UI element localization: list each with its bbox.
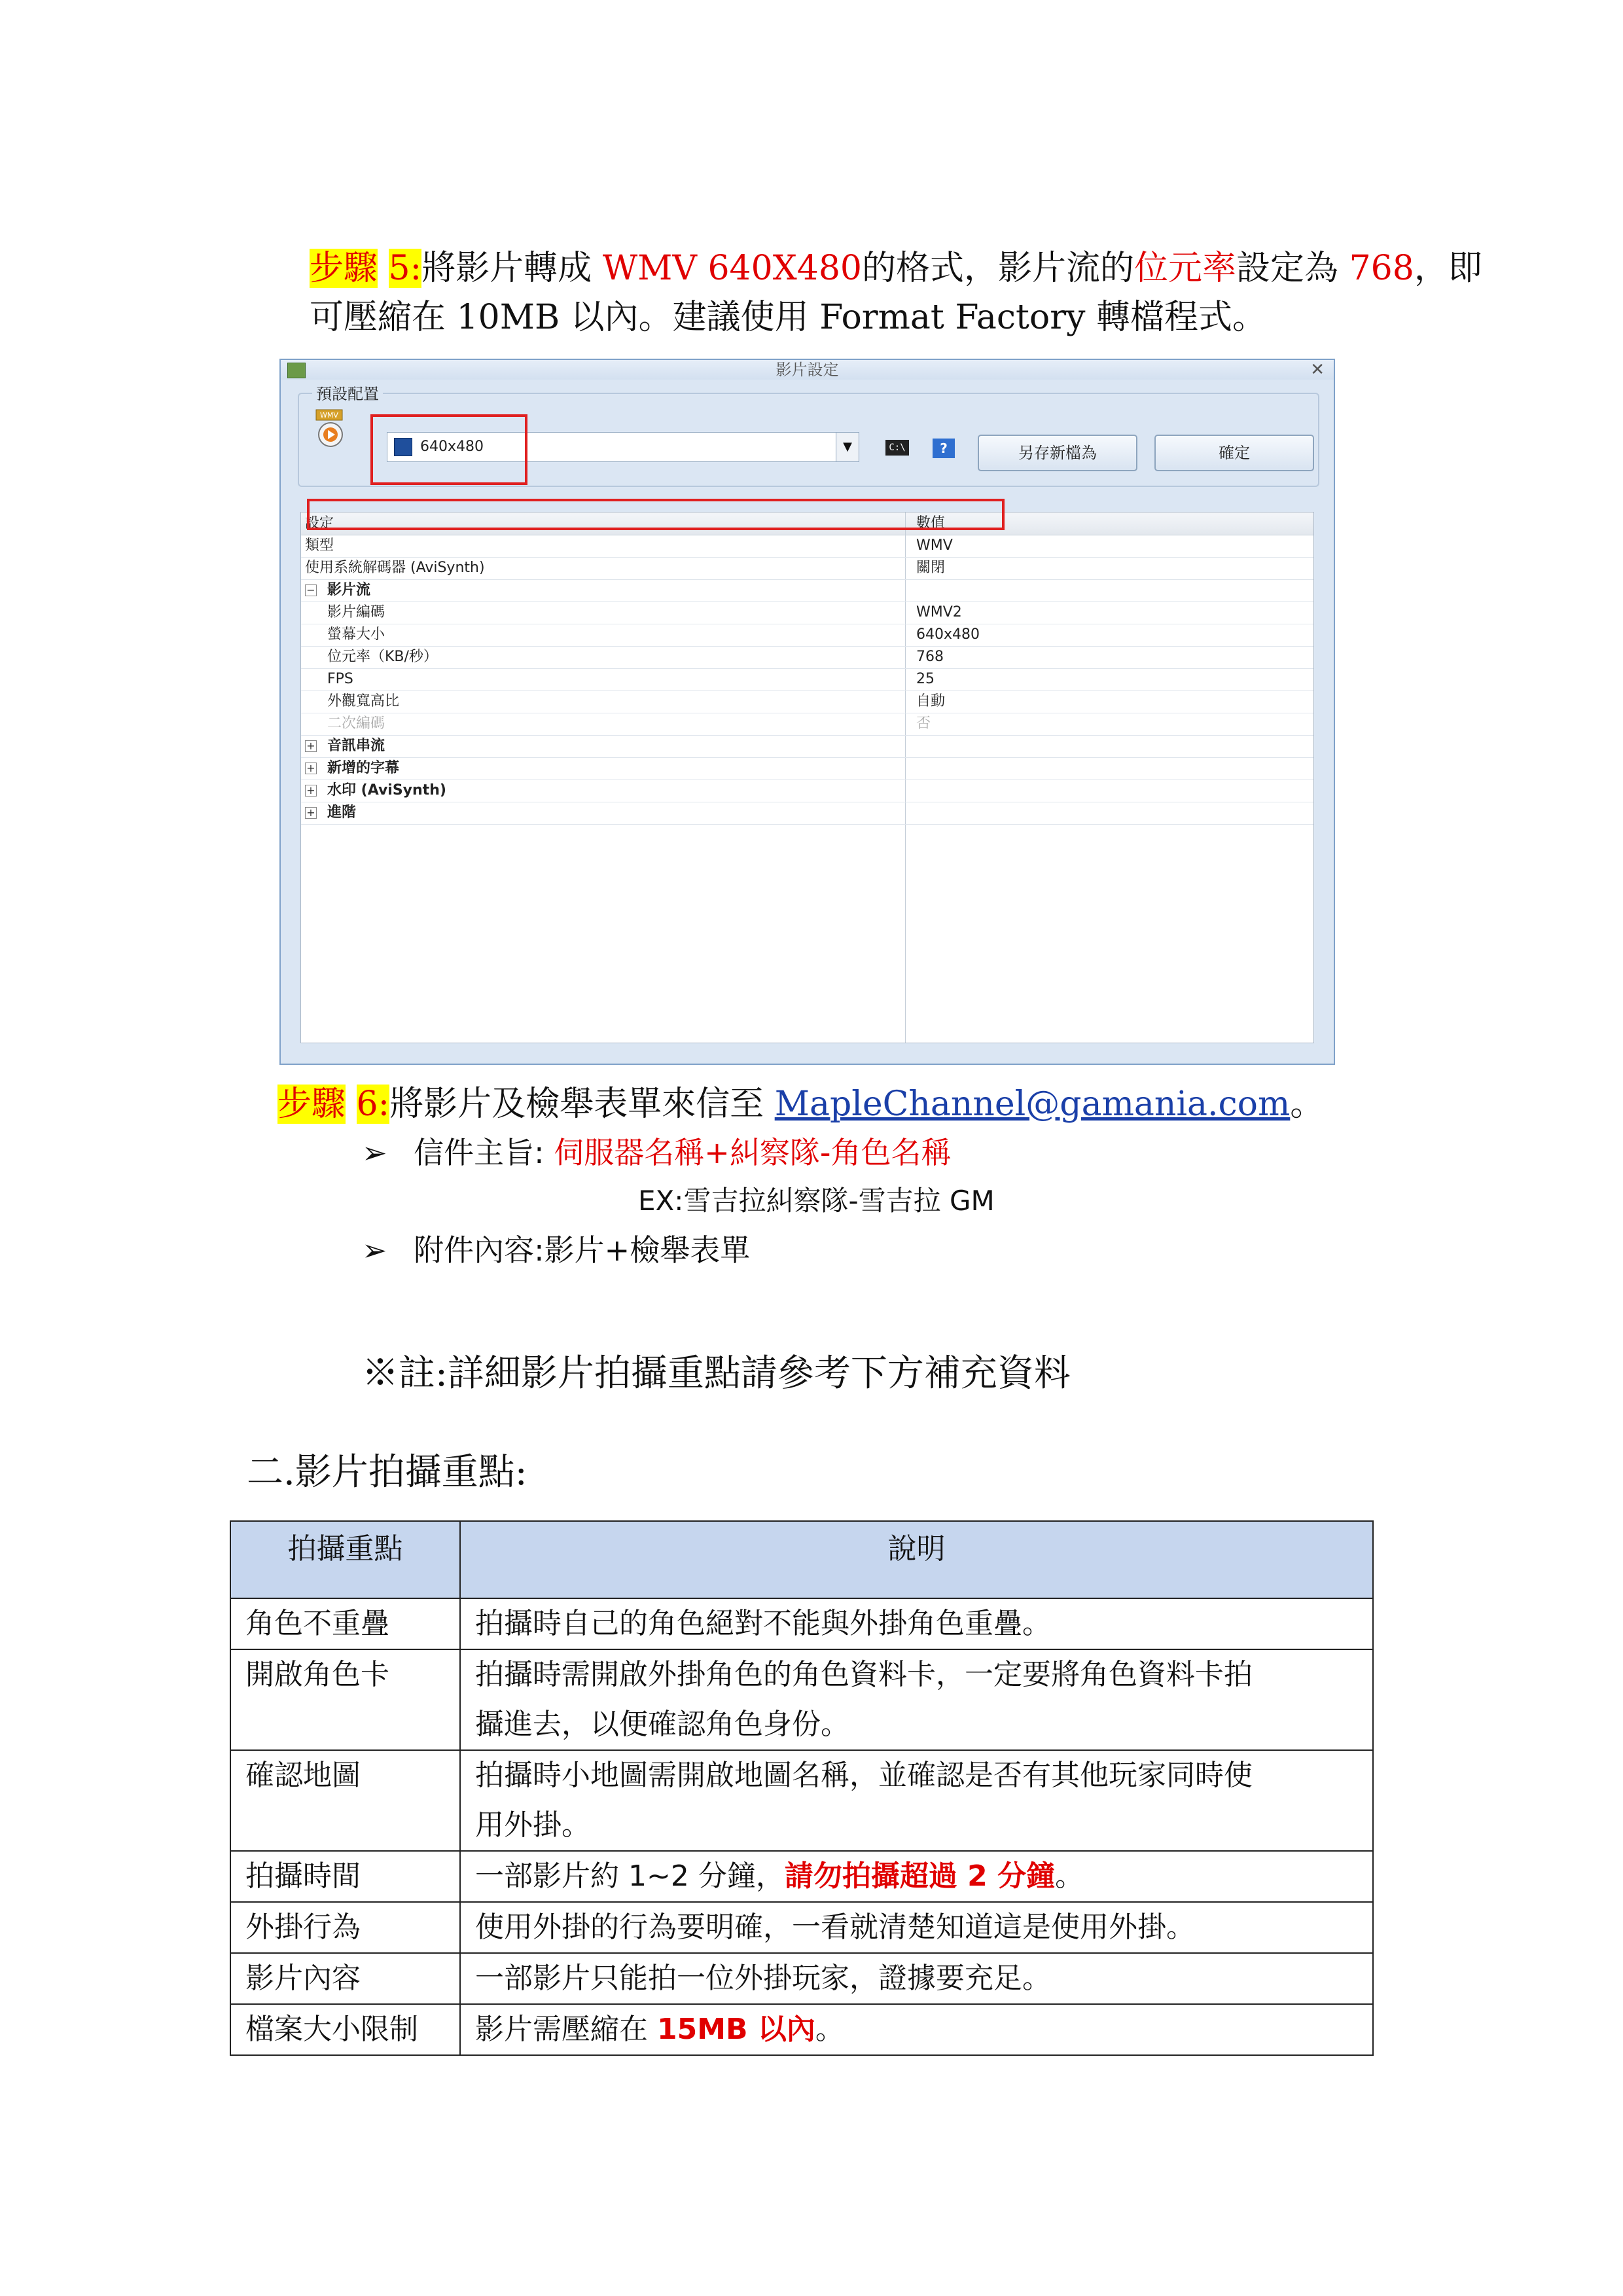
row-desc <box>460 1649 1373 1750</box>
grid-row-value: 自動 <box>916 693 946 709</box>
step5-number: 5: <box>388 249 422 288</box>
expand-icon[interactable]: + <box>305 807 317 819</box>
row-name: 拍攝時間 <box>230 1851 460 1902</box>
grid-row-name: 二次編碼 <box>327 715 385 732</box>
table-row <box>230 1953 1373 2004</box>
grid-row[interactable] <box>301 557 1313 580</box>
grid-header-value: 數值 <box>916 515 946 531</box>
grid-row-name: 進階 <box>327 804 357 821</box>
expand-icon[interactable]: + <box>305 740 317 752</box>
row-desc <box>460 1750 1373 1851</box>
row-desc: 拍攝時自己的角色絕對不能與外掛角色重疊。 <box>460 1598 1373 1649</box>
row-desc-line1: 拍攝時需開啟外掛角色的角色資料卡，一定要將角色資料卡拍 <box>475 1658 1253 1691</box>
grid-row[interactable] <box>301 624 1313 647</box>
step5-line1 <box>310 244 1482 293</box>
grid-row[interactable] <box>301 579 1313 602</box>
grid-row-name: 影片流 <box>327 582 371 598</box>
video-settings-dialog <box>279 359 1335 1065</box>
bullet-arrow-icon: ➢ <box>362 1232 387 1268</box>
row-name: 開啟角色卡 <box>230 1649 460 1750</box>
grid-row[interactable] <box>301 646 1313 669</box>
grid-row-name: 新增的字幕 <box>327 760 400 776</box>
row-name: 檔案大小限制 <box>230 2004 460 2055</box>
preset-group-label: 預設配置 <box>312 381 383 404</box>
row-desc <box>460 1851 1373 1902</box>
table-row <box>230 1750 1373 1851</box>
close-icon[interactable]: ✕ <box>1310 360 1325 380</box>
preset-highlight-box <box>370 414 527 485</box>
grid-row-value: 640x480 <box>916 626 980 643</box>
table-row <box>230 1598 1373 1649</box>
step5-value: 768 <box>1349 249 1414 288</box>
grid-row-name: 類型 <box>305 537 334 554</box>
step5-line2: 可壓縮在 10MB 以內。建議使用 Format Factory 轉檔程式。 <box>310 298 1266 337</box>
expand-icon[interactable]: + <box>305 762 317 774</box>
expand-icon[interactable]: + <box>305 785 317 797</box>
grid-row-name: 螢幕大小 <box>327 626 385 643</box>
grid-row[interactable] <box>301 735 1313 758</box>
grid-row[interactable] <box>301 780 1313 802</box>
table-row <box>230 1902 1373 1953</box>
dialog-titlebar <box>281 360 1334 380</box>
table-header-row <box>230 1521 1373 1598</box>
grid-row-name: 影片編碼 <box>327 604 385 620</box>
row-desc: 一部影片只能拍一位外掛玩家，證據要充足。 <box>460 1953 1373 2004</box>
table-row <box>230 1649 1373 1750</box>
svg-text:WMV: WMV <box>320 411 338 420</box>
row-desc-end: 。 <box>1055 1859 1084 1893</box>
grid-row-value: WMV <box>916 537 953 554</box>
row-name: 確認地圖 <box>230 1750 460 1851</box>
bitrate-highlight-box <box>307 499 1005 530</box>
chevron-down-icon[interactable]: ▼ <box>836 433 859 461</box>
step6-line <box>277 1080 1324 1128</box>
bullet-attach <box>362 1226 750 1274</box>
preset-value: 640x480 <box>420 439 484 455</box>
filming-points-table <box>230 1520 1374 2056</box>
step5-format: WMV 640X480 <box>602 249 862 288</box>
row-name: 角色不重疊 <box>230 1598 460 1649</box>
dialog-title: 影片設定 <box>776 361 839 379</box>
email-link[interactable]: MapleChannel@gamania.com <box>774 1085 1291 1124</box>
step5-text4: ，即 <box>1414 249 1482 288</box>
row-desc-end: 。 <box>815 2013 844 2046</box>
row-name: 影片內容 <box>230 1953 460 2004</box>
step5-text2: 的格式，影片流的 <box>862 249 1135 288</box>
wmv-format-icon <box>315 408 351 449</box>
table-row <box>230 2004 1373 2055</box>
table-header-point: 拍攝重點 <box>230 1521 460 1598</box>
step6-label: 步驟 <box>277 1085 346 1124</box>
step6-end: 。 <box>1290 1085 1325 1124</box>
subject-value: 伺服器名稱+糾察隊-角色名稱 <box>554 1135 952 1170</box>
grid-row-value: 768 <box>916 649 944 665</box>
step6-text: 將影片及檢舉表單來信至 <box>389 1085 764 1124</box>
settings-property-grid <box>300 512 1314 1043</box>
save-as-button[interactable]: 另存新檔為 <box>978 435 1137 471</box>
grid-row-value: 25 <box>916 671 935 687</box>
ok-button[interactable]: 確定 <box>1154 435 1314 471</box>
row-desc-text: 一部影片約 1~2 分鐘， <box>475 1859 785 1893</box>
step5-label: 步驟 <box>310 249 378 288</box>
grid-row-name: 水印 (AviSynth) <box>327 782 446 798</box>
step5-text3: 設定為 <box>1236 249 1339 288</box>
row-desc-warning: 請勿拍攝超過 2 分鐘 <box>784 1859 1056 1893</box>
grid-row-value: 關閉 <box>916 560 946 576</box>
grid-row[interactable] <box>301 713 1313 736</box>
command-line-icon[interactable]: C:\ <box>885 440 909 456</box>
section-heading: 二.影片拍攝重點: <box>247 1451 527 1494</box>
row-desc-line2: 攝進去，以便確認角色身份。 <box>475 1708 849 1741</box>
grid-row-name: 使用系統解碼器 (AviSynth) <box>305 560 485 576</box>
help-icon[interactable]: ? <box>933 439 955 458</box>
attach-text: 附件內容:影片+檢舉表單 <box>414 1232 751 1268</box>
bullet-subject <box>362 1128 951 1177</box>
row-name: 外掛行為 <box>230 1902 460 1953</box>
grid-row-value: WMV2 <box>916 604 962 620</box>
grid-row[interactable] <box>301 601 1313 624</box>
table-header-desc: 說明 <box>460 1521 1373 1598</box>
step5-text1: 將影片轉成 <box>421 249 592 288</box>
grid-row-name: 外觀寬高比 <box>327 693 400 709</box>
step5-bitrate: 位元率 <box>1134 249 1237 288</box>
note-line: ※註:詳細影片拍攝重點請參考下方補充資料 <box>362 1352 1071 1395</box>
bullet-arrow-icon: ➢ <box>362 1135 387 1170</box>
grid-row[interactable] <box>301 668 1313 691</box>
row-desc-line2: 用外掛。 <box>475 1808 590 1842</box>
row-desc-limit: 15MB 以內 <box>657 2013 815 2046</box>
row-desc-line1: 拍攝時小地圖需開啟地圖名稱，並確認是否有其他玩家同時使 <box>475 1759 1253 1792</box>
grid-row-name: 位元率（KB/秒） <box>327 649 438 665</box>
grid-row[interactable] <box>301 757 1313 780</box>
grid-header-name: 設定 <box>305 515 334 531</box>
row-desc: 使用外掛的行為要明確，一看就清楚知道這是使用外掛。 <box>460 1902 1373 1953</box>
example-line: EX:雪吉拉糾察隊-雪吉拉 GM <box>638 1185 995 1217</box>
grid-row[interactable] <box>301 691 1313 713</box>
row-desc <box>460 2004 1373 2055</box>
table-row <box>230 1851 1373 1902</box>
grid-row[interactable] <box>301 802 1313 825</box>
grid-row-name: 音訊串流 <box>327 738 385 754</box>
subject-label: 信件主旨: <box>414 1135 544 1170</box>
grid-row-name: FPS <box>327 671 353 687</box>
row-desc-text: 影片需壓縮在 <box>475 2013 657 2046</box>
grid-row[interactable] <box>301 535 1313 558</box>
step6-number: 6: <box>356 1085 390 1124</box>
grid-row-value: 否 <box>916 715 931 732</box>
collapse-icon[interactable]: − <box>305 584 317 596</box>
